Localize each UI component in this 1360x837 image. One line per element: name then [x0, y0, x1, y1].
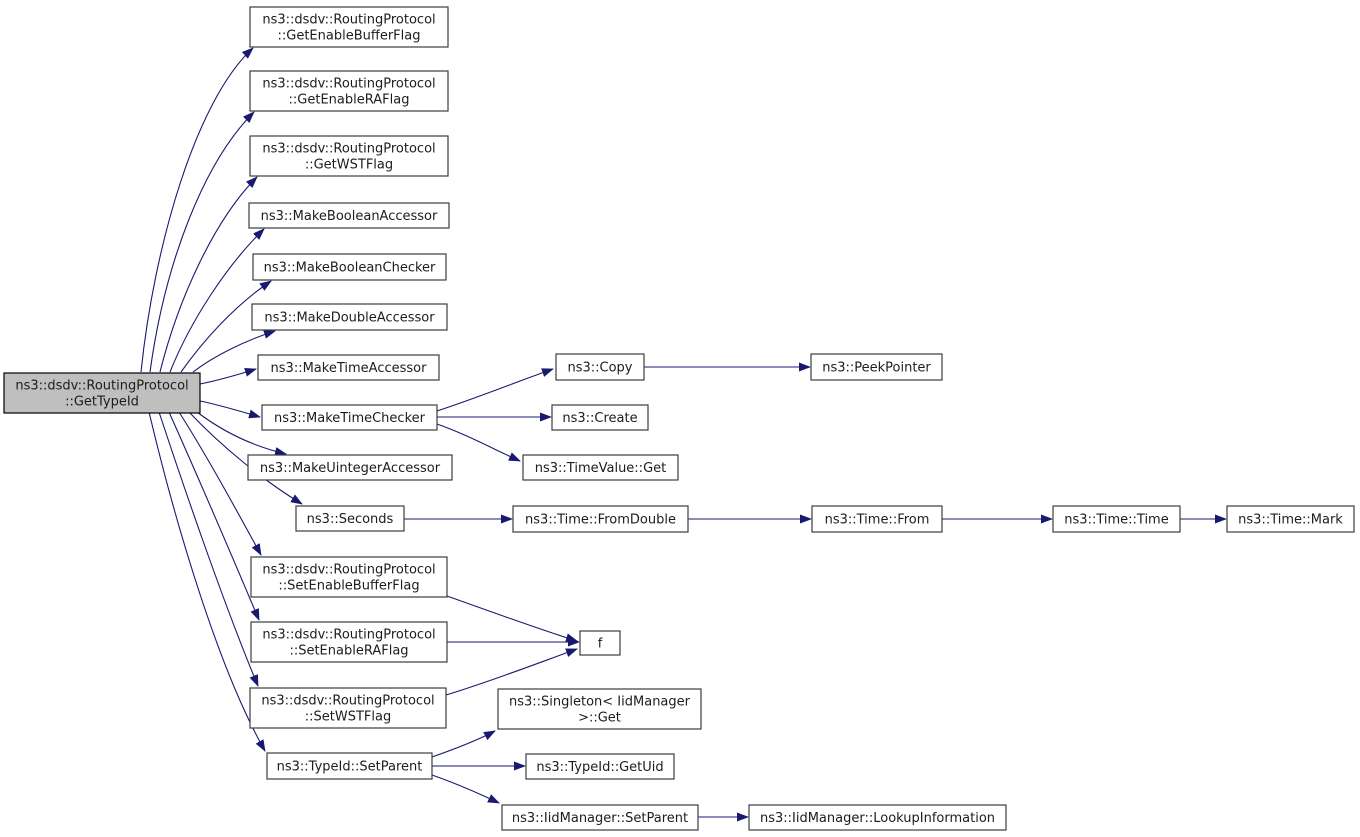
- node-set-enable-buffer-flag[interactable]: [251, 557, 447, 597]
- svg-text:ns3::TypeId::SetParent: ns3::TypeId::SetParent: [276, 759, 423, 775]
- svg-text:::GetEnableBufferFlag: ::GetEnableBufferFlag: [277, 28, 421, 44]
- edge-setenablebufferflag-to-f: [447, 596, 577, 641]
- svg-text:ns3::dsdv::RoutingProtocol: ns3::dsdv::RoutingProtocol: [262, 12, 436, 28]
- svg-text:::GetEnableRAFlag: ::GetEnableRAFlag: [288, 92, 410, 108]
- svg-text:ns3::TimeValue::Get: ns3::TimeValue::Get: [534, 461, 667, 476]
- node-create[interactable]: [552, 405, 648, 430]
- svg-text:ns3::MakeBooleanAccessor: ns3::MakeBooleanAccessor: [260, 209, 438, 224]
- svg-text:ns3::TypeId::GetUid: ns3::TypeId::GetUid: [536, 760, 664, 775]
- node-timevalue-get[interactable]: [523, 455, 678, 480]
- svg-text:ns3::Copy: ns3::Copy: [567, 360, 633, 376]
- node-gettypeid: [4, 373, 200, 413]
- svg-text:ns3::PeekPointer: ns3::PeekPointer: [822, 360, 931, 376]
- svg-text:ns3::dsdv::RoutingProtocol: ns3::dsdv::RoutingProtocol: [261, 693, 435, 709]
- svg-text:::SetEnableBufferFlag: ::SetEnableBufferFlag: [278, 578, 420, 594]
- svg-text:ns3::Time::From: ns3::Time::From: [824, 512, 930, 528]
- svg-text:::SetEnableRAFlag: ::SetEnableRAFlag: [289, 643, 409, 659]
- svg-text:::GetWSTFlag: ::GetWSTFlag: [304, 157, 394, 173]
- svg-text:ns3::dsdv::RoutingProtocol: ns3::dsdv::RoutingProtocol: [262, 141, 436, 157]
- edge-setwstflag-to-f: [446, 649, 577, 695]
- svg-text:ns3::MakeUintegerAccessor: ns3::MakeUintegerAccessor: [259, 461, 441, 476]
- node-make-boolean-checker[interactable]: [253, 254, 446, 280]
- svg-text:::SetWSTFlag: ::SetWSTFlag: [304, 709, 392, 725]
- svg-text:f: f: [597, 636, 603, 652]
- node-make-double-accessor[interactable]: [252, 304, 447, 330]
- edge-gettypeid-to-maketimeaccessor: [200, 369, 256, 384]
- svg-text:ns3::IidManager::LookupInforma: ns3::IidManager::LookupInformation: [759, 811, 996, 826]
- node-set-wst-flag[interactable]: [250, 688, 446, 728]
- edge-gettypeid-to-getenableraflag: [150, 112, 254, 372]
- node-get-enable-ra-flag[interactable]: [250, 71, 448, 111]
- node-make-uinteger-accessor[interactable]: [248, 455, 452, 480]
- svg-text:ns3::MakeTimeChecker: ns3::MakeTimeChecker: [274, 411, 425, 426]
- svg-text:ns3::dsdv::RoutingProtocol: ns3::dsdv::RoutingProtocol: [262, 627, 436, 643]
- svg-text:ns3::Seconds: ns3::Seconds: [306, 512, 394, 527]
- svg-text:ns3::Singleton< IidManager: ns3::Singleton< IidManager: [508, 694, 691, 710]
- node-get-wst-flag[interactable]: [250, 136, 448, 176]
- node-set-enable-ra-flag[interactable]: [251, 622, 447, 662]
- edge-maketimechecker-to-copy: [437, 369, 553, 411]
- svg-text:ns3::MakeDoubleAccessor: ns3::MakeDoubleAccessor: [264, 310, 435, 326]
- node-get-enable-buffer-flag[interactable]: [250, 7, 448, 47]
- svg-text:ns3::dsdv::RoutingProtocol: ns3::dsdv::RoutingProtocol: [262, 562, 436, 578]
- node-iidmanager-lookup-information[interactable]: [749, 805, 1006, 830]
- edge-gettypeid-to-maketimechecker: [200, 401, 260, 417]
- node-typeid-get-uid[interactable]: [526, 754, 674, 779]
- node-make-time-accessor[interactable]: [258, 355, 439, 380]
- svg-text:ns3::Time::FromDouble: ns3::Time::FromDouble: [525, 512, 676, 528]
- svg-text:>::Get: >::Get: [578, 710, 621, 726]
- node-time-time[interactable]: [1053, 506, 1180, 532]
- node-copy[interactable]: [556, 354, 644, 380]
- node-iidmanager-set-parent[interactable]: [502, 805, 698, 830]
- edge-typeidsetparent-to-iidmanagersetparent: [432, 775, 499, 803]
- svg-text:ns3::dsdv::RoutingProtocol: ns3::dsdv::RoutingProtocol: [262, 76, 436, 92]
- node-make-boolean-accessor[interactable]: [249, 203, 449, 228]
- svg-text:ns3::MakeTimeAccessor: ns3::MakeTimeAccessor: [270, 361, 427, 376]
- svg-text:ns3::Time::Time: ns3::Time::Time: [1064, 512, 1169, 528]
- node-time-mark[interactable]: [1227, 506, 1354, 532]
- node-peek-pointer[interactable]: [811, 354, 942, 380]
- node-make-time-checker[interactable]: [262, 405, 437, 430]
- svg-text:ns3::dsdv::RoutingProtocol: ns3::dsdv::RoutingProtocol: [15, 378, 189, 394]
- svg-text:ns3::MakeBooleanChecker: ns3::MakeBooleanChecker: [263, 260, 436, 276]
- node-seconds[interactable]: [296, 506, 404, 531]
- node-typeid-set-parent[interactable]: [267, 753, 432, 779]
- edge-typeidsetparent-to-singletonget: [432, 731, 495, 757]
- node-time-from-double[interactable]: [513, 506, 688, 532]
- node-singleton-iidmanager-get[interactable]: [498, 689, 701, 729]
- edge-gettypeid-to-makebooleanaccessor: [170, 229, 264, 372]
- svg-text:ns3::IidManager::SetParent: ns3::IidManager::SetParent: [511, 811, 689, 826]
- svg-text:ns3::Time::Mark: ns3::Time::Mark: [1238, 512, 1343, 528]
- node-f[interactable]: [580, 631, 620, 655]
- edge-gettypeid-to-setenablebufferflag: [179, 412, 261, 555]
- node-time-from[interactable]: [812, 506, 942, 532]
- edge-gettypeid-to-setenableraflag: [169, 412, 259, 620]
- svg-text:ns3::Create: ns3::Create: [562, 411, 638, 426]
- svg-text:::GetTypeId: ::GetTypeId: [65, 394, 139, 410]
- edge-gettypeid-to-setwstflag: [159, 412, 258, 686]
